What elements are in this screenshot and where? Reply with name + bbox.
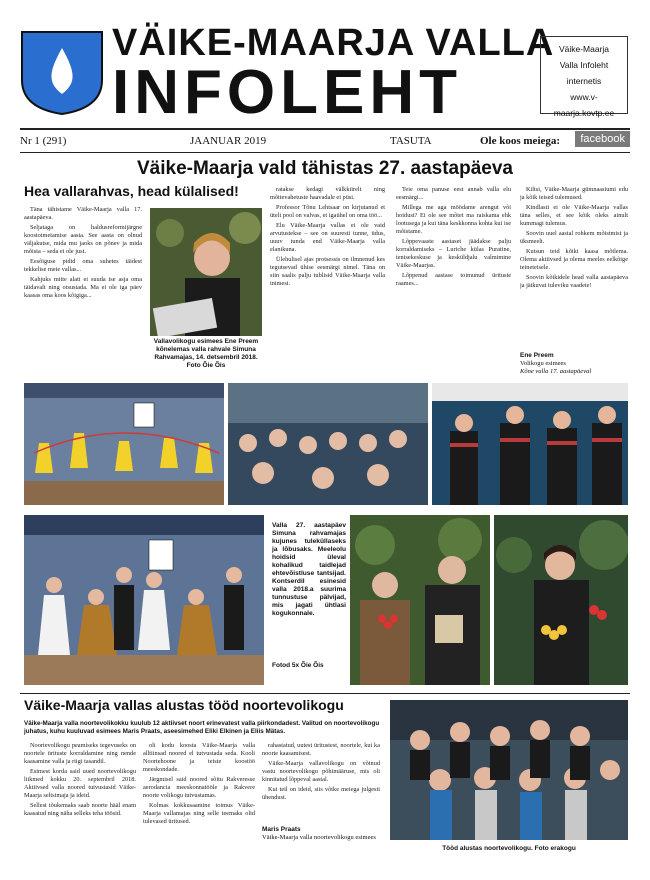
photo-folk-dancers bbox=[24, 515, 264, 685]
coat-of-arms-icon bbox=[20, 30, 104, 116]
signature-block bbox=[520, 352, 628, 376]
paragraph: ratakse kedagi välkkiirelt ning mõttevahetuste haavadale ei püsi. bbox=[270, 186, 385, 201]
paragraph: Kolmas kokkusaamine toimus Väike-Maarja vallamajas ning selle teemaks olid tulevased üritused. bbox=[143, 802, 255, 825]
paragraph: Professor Tõnu Lehtsaar on kirjutanud et ütelt pool on valvas, et igaühel on oma töö... bbox=[270, 204, 385, 219]
bottom-signature-name: Maris Praats bbox=[262, 826, 301, 833]
main-headline: Väike-Maarja vald tähistas 27. aastapäeva bbox=[136, 158, 513, 179]
divider bbox=[20, 128, 630, 130]
divider bbox=[20, 152, 630, 153]
paragraph: Kindlasti ei ole Väike-Maarja vallas täna selles, et see kõik oleks ainult kummagi tulemus. bbox=[520, 204, 628, 227]
paragraph: Eesõiguse pidid oma suhetes täidest tekkelise meie vallas... bbox=[24, 258, 142, 273]
website-box-line2: Valla Infoleht bbox=[559, 60, 609, 70]
paragraph: Noortevolikogu peamiseks tegevuseks on noortele ürituste korraldamine ning nende kaasamine valla ja riigi tasandil. bbox=[24, 742, 136, 765]
main-article-col1 bbox=[24, 206, 142, 392]
paragraph: Täna tähistame Väike-Maarja valla 17. aastapäeva. bbox=[24, 206, 142, 221]
bottom-lead: Väike-Maarja valla noortevolikokku kuulub 12 aktiivset noort erinevatest valla piirkondadest. Valitud on noortevolikogu juhatus, kuhu kuuluvad esimees Maris Praats, aseesimehed Eliki Elkinen ja Eliis Mätas. bbox=[24, 720, 380, 735]
photo-singers bbox=[432, 383, 628, 505]
signature-note: Kõne valla 17. aastapäeval bbox=[520, 368, 592, 375]
paragraph: Teie oma panuse eest annab valla elu eesmärgi... bbox=[396, 186, 511, 201]
masthead-line2: INFOLEHT bbox=[112, 58, 462, 127]
paragraph: Millega me aga möödame arengut või hoidust? Ei ole see mõtet ma raiskama ehk lootusega ja kui täna keskkonna kohta kui ise mõistame. bbox=[396, 204, 511, 235]
info-bar bbox=[20, 131, 630, 151]
masthead-line1: VÄIKE-MAARJA VALLA bbox=[112, 22, 555, 64]
paragraph: Kahjuks mitte alati ei suuda ise asja oma täidavalt ning otsustada. Ma ei ole iga päev kaasas oma koos kõigiga... bbox=[24, 276, 142, 299]
website-box-line4[interactable]: www.v-maarja.kovtp.ee bbox=[553, 92, 615, 118]
paragraph: Esimest korda said uued noortevolikogu liikmed kokku 20. septembril 2018. Aktiivsed valla noored tutvustasid Väike-Maarja seltsimaja ja ideid. bbox=[24, 768, 136, 799]
website-box bbox=[540, 36, 628, 118]
main-article-col4 bbox=[520, 186, 628, 346]
paragraph: Väike-Maarja vallavolikogu on võtnud vastu noortevolikogu põhimääruse, mis oli kinnitatud lõppeval aastal. bbox=[262, 760, 380, 783]
paragraph: Sellest tõukemaks saab noorte hääl enam kaasatud ning näha selleks teha töösid. bbox=[24, 802, 136, 817]
speaker-image bbox=[150, 208, 262, 336]
website-box-line1: Väike-Maarja bbox=[558, 44, 610, 54]
photo-caption-speaker: Vallavolikogu esimees Ene Preem kõnelemas valla rahvale Simuna Rahvamajas, 14. detsembril 2018. Foto Õie Õis bbox=[153, 338, 259, 369]
main-article-col3 bbox=[396, 186, 511, 390]
photo-credit: Fotod 5x Õie Õis bbox=[272, 662, 324, 669]
main-subhead: Hea vallarahvas, head külalised! bbox=[24, 183, 239, 199]
signature-name: Ene Preem bbox=[520, 352, 554, 359]
paragraph: Ülehulisel ajas protsessis on ilmnenud kes tegutsevad ühise eesmärgi nimel. Täna on siin saalis palju tublisid Väike-Maarja valla inimesi. bbox=[270, 256, 385, 287]
paragraph: Kutsun teid kõiki kaasa mõtlema. Olema aktiivsed ja olema meeles eelkõige teineteisele. bbox=[520, 248, 628, 271]
photo-award-couple bbox=[350, 515, 490, 685]
bottom-col3 bbox=[262, 742, 380, 820]
paragraph: oli kodu koosta Väike-Maarja valla alltiinsad noored el tutvustada seda. Kooli Noortehoone ja teiste koostöö meeskondade. bbox=[143, 742, 255, 773]
photo-audience bbox=[228, 383, 428, 505]
bottom-signature bbox=[262, 826, 380, 842]
paragraph: Elu Väike-Maarja vallas ei ole vaid arvutustekse – see on suuresti tunne, üdus, uuuv tunda end Väike-Maarja valla elanikuna. bbox=[270, 222, 385, 253]
photo-award-woman bbox=[494, 515, 628, 685]
main-article-col2 bbox=[270, 186, 385, 390]
bottom-headline: Väike-Maarja vallas alustas tööd noortevolikogu bbox=[24, 697, 344, 713]
divider bbox=[20, 693, 630, 694]
paragraph: rahastatud, uutest üritustest, noortele, kui ka noorte kaasamisest. bbox=[262, 742, 380, 757]
website-box-line3: internetis bbox=[566, 76, 602, 86]
paragraph: Kui teil on ideid, siis võtke meiega julgesti ühendust. bbox=[262, 786, 380, 801]
issue-number: Nr 1 (291) bbox=[20, 135, 67, 147]
bottom-col2 bbox=[143, 742, 255, 860]
bottom-signature-title: Väike-Maarja valla noortevolikogu esimees bbox=[262, 834, 376, 841]
follow-label: Ole koos meiega: bbox=[480, 135, 561, 147]
paragraph: Lõppenud aastase toimunud ürituste raames... bbox=[396, 272, 511, 287]
paragraph: Lõppevaaste aastaset jäädakse palju korraldamiseks – Luriche külas Puratine, tenisekeskuse ja kesküldjalu valmimine Väike-Maarjas. bbox=[396, 238, 511, 269]
paragraph: Järgmisel said noored sõitu Rakveresse aerodancia meeskonnatööle ja Rakvere noorte volikogu tutvustamas. bbox=[143, 776, 255, 799]
photo-caption-youth-council: Tööd alustas noortevolikogu. Foto erakogu bbox=[442, 845, 576, 852]
photo-speaker bbox=[150, 208, 262, 336]
paragraph: Kiltsi, Väike-Maarja gümnaasiumi edu ja kõik teised tulemused. bbox=[520, 186, 628, 201]
issue-date: JAANUAR 2019 bbox=[190, 135, 267, 147]
bottom-col1 bbox=[24, 742, 136, 860]
paragraph: Soovin kõikidele head valla aastapäeva ja jätkuvat tuleviku vaadete! bbox=[520, 274, 628, 289]
signature-title: Volikogu esimees bbox=[520, 360, 566, 367]
photo-youth-council bbox=[390, 700, 628, 840]
paragraph: Seljataga on haldusreformijärgne koostoimetamise aasta. See aasta on olnud väljakutse, mida mu jaoks on põnev ja mida mõista – seda ei ole just. bbox=[24, 224, 142, 255]
photo-dancers-yellow bbox=[24, 383, 224, 505]
price-label: TASUTA bbox=[390, 135, 432, 147]
photo-caption-celebration: Valla 27. aastapäev Simuna rahvamajas kujunes tuleküllaseks ja lõbusaks. Meeleolu hoidsid üleval kohalikud taidlejad ehtevõistluse tantsijad. Kontserdil esinesid valla 2018.a suurima tunnustuse pälvijad, mis jagati ühtlasi kogukonnale. bbox=[272, 522, 346, 617]
facebook-badge[interactable]: facebook bbox=[575, 131, 630, 147]
paragraph: Soovin uuel aastal rohkem mõistmist ja üksmeelt. bbox=[520, 230, 628, 245]
